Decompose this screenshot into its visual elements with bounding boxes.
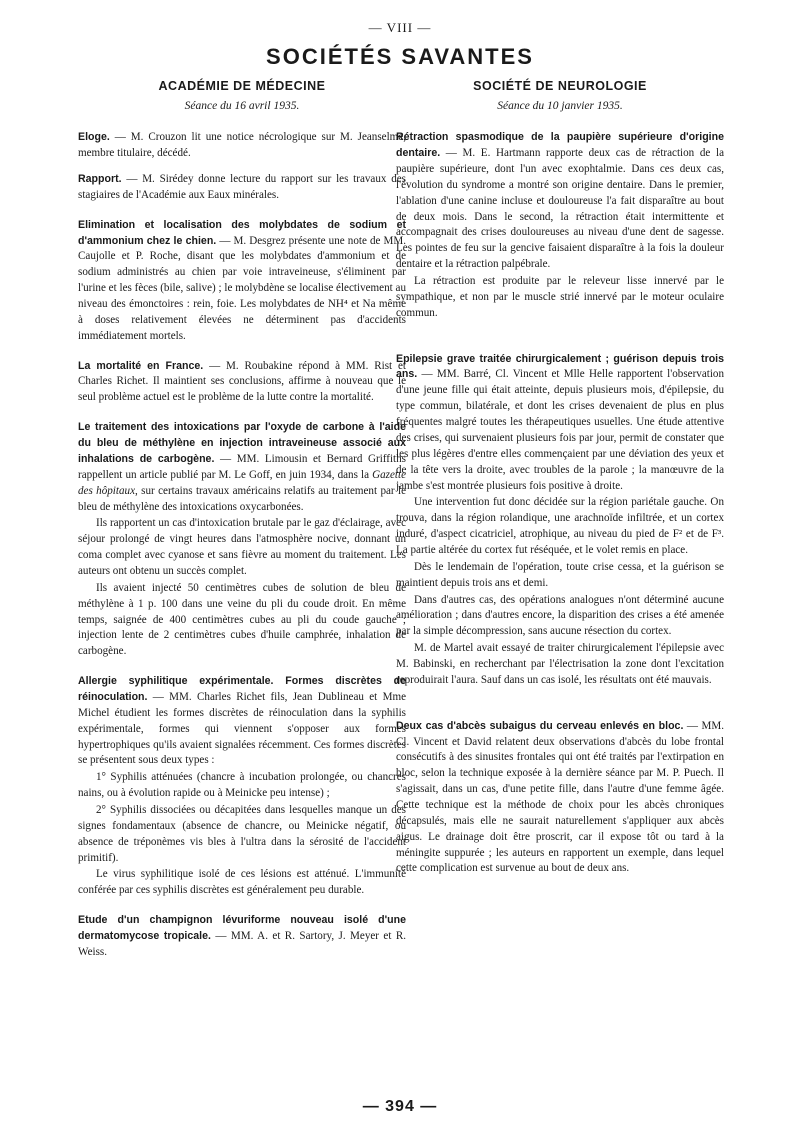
article-retraction-paupiere bbox=[396, 130, 724, 321]
article-title: Epilepsie grave traitée chirurgicalement ; guérison depuis trois ans. bbox=[396, 352, 724, 381]
roman-page-number: — VIII — bbox=[368, 20, 432, 35]
page-title: SOCIÉTÉS SAVANTES bbox=[266, 44, 534, 69]
article-title: Elimination et localisation des molybdates de sodium et d'ammonium chez le chien. bbox=[78, 218, 406, 247]
session-date-academie: Séance du 16 avril 1935. bbox=[184, 99, 300, 112]
left-column bbox=[78, 78, 406, 971]
article-paragraph: Le virus syphilitique isolé de ces lésions est atténué. L'immunité conférée par ces syphilis discrètes est généralement peu durable. bbox=[78, 868, 406, 897]
article-title: Allergie syphilitique expérimentale. Formes discrètes de réinoculation. bbox=[78, 675, 406, 703]
article-body: — M. Crouzon lit une notice nécrologique sur M. Jeanselme, membre titulaire, décédé. bbox=[78, 131, 406, 160]
article-body: — M. Sirédey donne lecture du rapport sur les travaux des stagiaires de l'Académie aux Eaux minérales. bbox=[78, 173, 406, 201]
article-paragraph: Une intervention fut donc décidée sur la région pariétale gauche. On trouva, dans la région rolandique, une arachnoïde infiltrée, et un cortex induré, d'aspect cicatriciel, atrophique, au niveau du pied de F² et de F³. La partie altérée du cortex fut réséquée, et le volet remis en place. bbox=[396, 496, 724, 556]
article-paragraph: 2° Syphilis dissociées ou décapitées dans lesquelles manque un des signes fondamentaux (absence de chancre, ou Meinicke négatif, ou absence de tréponèmes vis bles à l'ultra dans la sérosité de l'accident primitif). bbox=[78, 803, 406, 864]
article-body: — M. Desgrez présente une note de MM. Caujolle et P. Roche, disant que les molybdates d'ammonium et de sodium administrés au chien par voie intraveineuse, s'éliminent par l'urine et les fèces (bile, salive) ; le molybdène se localise électivement au niveau des émonctoires : rein, foie. Les molybdates de NH⁴ et Na même à doses relativement élevées ne déterminent pas d'accidents immédiatement mortels. bbox=[78, 234, 407, 342]
article-paragraph: M. de Martel avait essayé de traiter chirurgicalement l'épilepsie avec M. Babinski, en recherchant par l'électrisation la zone dont l'excitation reproduirait l'aura. Sauf dans un cas isolé, les résultats ont été mauvais. bbox=[396, 642, 724, 686]
article-title: Eloge. bbox=[78, 131, 110, 144]
article-body: — MM. Cl. Vincent et David relatent deux observations d'abcès du lobe frontal consécutifs à des sinusites frontales qui ont été traités par l'extirpation en bloc, selon la technique exposée à la dernière séance par M. P. Puech. Il s'agissait, dans un cas, d'une petite fille, dans l'autre d'une femme âgée. Cette technique est la méthode de choix pour les abcès chroniques décapsulés, mais elle ne saurait naturellement s'appliquer aux abcès aigus. Le drainage doit être proscrit, car il expose tôt ou tard à la méningite suppurée ; les auteurs en rapportent un exemple, dans lequel cette complication est survenue au bout de deux ans. bbox=[396, 719, 724, 875]
article-champignon bbox=[78, 913, 406, 961]
article-paragraph: Dans d'autres cas, des opérations analogues n'ont déterminé aucune amélioration ; dans d'autres encore, la disparition des crises a été amenée par la simple décompression, sans aucune résection du cortex. bbox=[396, 593, 724, 638]
article-epilepsie bbox=[396, 352, 724, 689]
article-body: — MM. Limousin et Bernard Griffiths rappellent un article publié par M. Le Goff, en juin 1934, dans la bbox=[78, 452, 406, 481]
article-paragraph: Ils avaient injecté 50 centimètres cubes de solution de bleu de méthylène à 1 p. 100 dans une veine du pli du coude droit. En même temps, saignée de 400 centimètres cubes au pli du coude gauche ; injection lente de 2 centimètres cubes d'huile camphrée, inhalation de carbogène. bbox=[78, 581, 406, 658]
article-body: — M. Roubakine répond à MM. Rist et Charles Richet. Il maintient ses conclusions, affirme à nouveau que le seul problème actuel est le problème de la lutte contre la mortalité. bbox=[78, 359, 406, 404]
article-title: Le traitement des intoxications par l'oxyde de carbone à l'aide du bleu de méthylène en injection intraveineuse associé aux inhalations de carbogène. bbox=[78, 421, 406, 465]
article-molybdates bbox=[78, 218, 406, 345]
article-allergie-syphilitique bbox=[78, 674, 406, 899]
article-body: — MM. A. et R. Sartory, J. Meyer et R. Weiss. bbox=[78, 929, 407, 958]
society-heading-neurologie: SOCIÉTÉ DE NEUROLOGIE bbox=[473, 79, 647, 93]
society-heading-academie: ACADÉMIE DE MÉDECINE bbox=[158, 79, 326, 93]
article-title: Deux cas d'abcès subaigus du cerveau enlevés en bloc. bbox=[396, 719, 684, 732]
article-title: La mortalité en France. bbox=[78, 359, 204, 372]
article-title: Etude d'un champignon lévuriforme nouveau isolé d'une dermatomycose tropicale. bbox=[78, 914, 406, 942]
article-body: — MM. Charles Richet fils, Jean Dublineau et Mme Michel étudient les formes discrètes de réinoculation dans la syphilis expérimentale, formes qui viennent s'opposer aux formes hypertrophiques qu'ils avaient signalées récemment. Ces formes discrètes se présentent sous deux types : bbox=[78, 690, 406, 767]
article-paragraph: Dès le lendemain de l'opération, toute crise cessa, et la guérison se maintient depuis trois ans et demi. bbox=[396, 560, 724, 589]
article-eloge bbox=[78, 130, 406, 162]
article-paragraph: Ils rapportent un cas d'intoxication brutale par le gaz d'éclairage, avec séjour prolongé de vingt heures dans l'atmosphère nocive, donnant un coma complet avec cyanose et sans fièvre au moment du traitement. Les auteurs ont obtenu un succès complet. bbox=[78, 517, 406, 577]
article-paragraph: 1° Syphilis atténuées (chancre à incubation prolongée, ou chancres nains, ou à évolution rapide ou à Meinicke peu intense) ; bbox=[78, 771, 406, 800]
session-date-neurologie: Séance du 10 janvier 1935. bbox=[497, 99, 623, 112]
right-column bbox=[396, 78, 724, 887]
article-mortalite bbox=[78, 359, 406, 407]
article-body: — M. E. Hartmann rapporte deux cas de rétraction de la paupière supérieure, dont l'un avec exophtalmie. Dans ces deux cas, l'évolution du syndrome a montré son origine dentaire. Dans le premier, l'ablation d'une canine incluse et douloureuse l'a fait disparaître au bout de deux mois. Dans le second, la rétraction était intermittente et accompagnait des crises douloureuses au niveau d'une dent de sagesse. Les pointes de feu sur la gencive faisaient disparaître à la fois la douleur dentaire et la rétraction palpébrale. bbox=[396, 147, 724, 271]
article-rapport bbox=[78, 172, 406, 204]
article-oxyde-carbone bbox=[78, 420, 406, 660]
article-body: — MM. Barré, Cl. Vincent et Mlle Helle rapportent l'observation d'une jeune fille qui était atteinte, depuis plusieurs mois, d'épilepsie, du type commun, bilatérale, et dont les crises devenaient de plus en plus fréquentes malgré toutes les thérapeutiques usuelles. Une étude attentive des crises, qui survenaient plusieurs fois par jour, permit de constater que les plus légères d'entre elles commençaient par une déviation des yeux et de la tête vers la droite, avec troubles de la parole ; la manœuvre de la jambe s'est montrée plusieurs fois positive à droite. bbox=[396, 368, 724, 492]
article-title: Rapport. bbox=[78, 173, 122, 186]
page-number-footer: — 394 — bbox=[362, 1098, 438, 1115]
journal-name: Gazette des hôpitaux bbox=[78, 468, 406, 497]
article-body-cont: , sur certains travaux américains relatifs au traitement par le bleu de méthylène des intoxications oxycarbonées. bbox=[78, 484, 406, 513]
article-abces-cerveau bbox=[396, 719, 724, 878]
article-title: Rétraction spasmodique de la paupière supérieure d'origine dentaire. bbox=[396, 131, 724, 160]
article-paragraph: La rétraction est produite par le releveur lisse innervé par le sympathique, et non par le muscle strié innervé par le moteur oculaire commun. bbox=[396, 275, 724, 319]
